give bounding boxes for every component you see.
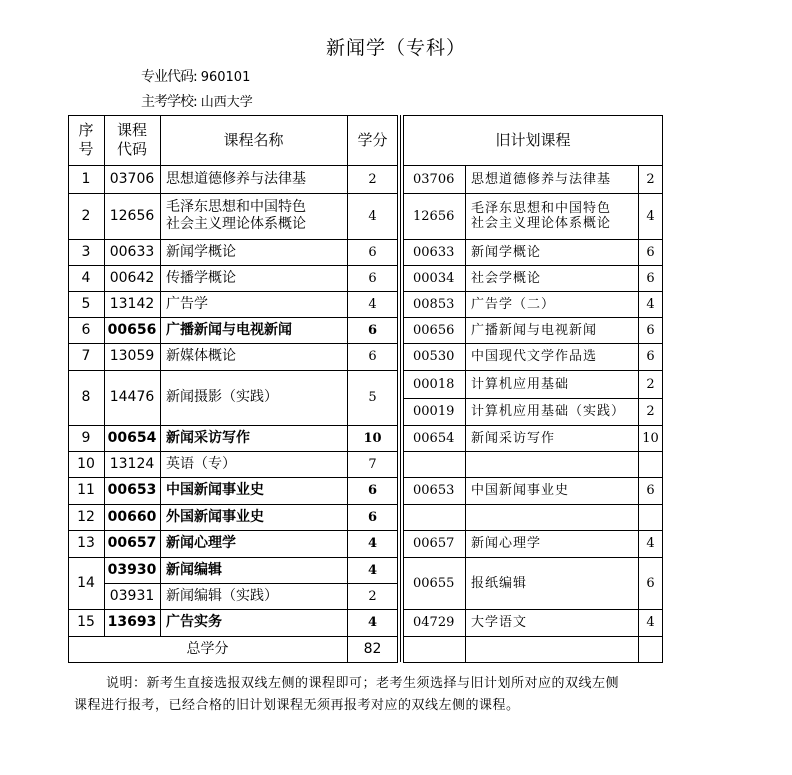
school-label: 主考学校:	[141, 94, 197, 110]
credit-cell: 6	[367, 483, 378, 498]
old-course-name-cell	[465, 451, 638, 477]
course-name-line: 社会主义理论体系概论	[166, 216, 306, 232]
course-code-cell: 03931	[109, 587, 155, 604]
course-name-cell: 新闻编辑（实践）	[166, 587, 278, 604]
old-course-name-cell	[465, 636, 638, 662]
credit-cell: 2	[368, 171, 377, 187]
credit-cell: 6	[368, 349, 377, 364]
seq-cell: 5	[81, 295, 91, 312]
old-credit-cell: 10	[642, 430, 659, 446]
old-credit-cell: 2	[646, 171, 655, 187]
credit-cell: 4	[368, 296, 377, 312]
school-value: 山西大学	[200, 95, 253, 110]
course-name-cell: 新闻心理学	[166, 535, 236, 551]
credit-cell: 6	[367, 509, 378, 525]
old-course-code-cell: 04729	[413, 615, 455, 630]
old-credit-cell: 6	[646, 575, 655, 591]
course-name-cell: 广播新闻与电视新闻	[166, 321, 292, 338]
old-credit-cell: 4	[646, 615, 655, 630]
old-course-name-cell: 社会学概论	[471, 270, 542, 286]
major-code-row	[141, 66, 250, 86]
old-credit-cell: 6	[646, 270, 655, 286]
old-course-code-cell: 12656	[413, 208, 455, 224]
old-credit-cell: 4	[646, 296, 655, 312]
header-name: 课程名称	[223, 130, 284, 149]
seq-cell: 6	[81, 321, 91, 338]
header-old-plan: 旧计划课程	[495, 130, 571, 149]
old-course-code-cell: 00654	[413, 430, 455, 446]
seq-cell: 1	[81, 170, 91, 187]
seq-cell: 13	[77, 535, 95, 551]
old-course-name-line: 毛泽东思想和中国特色	[471, 201, 612, 216]
note-line-1: 说明：新考生直接选报双线左侧的课程即可；老考生须选择与旧计划所对应的双线左侧	[106, 676, 620, 691]
course-code-cell: 13124	[109, 455, 155, 472]
old-course-name-cell: 中国新闻事业史	[471, 483, 570, 498]
old-course-name-cell: 报纸编辑	[471, 575, 528, 591]
course-code-cell: 13142	[109, 295, 155, 312]
old-course-code-cell	[403, 504, 465, 530]
old-course-name-cell: 新闻采访写作	[471, 430, 556, 446]
course-code-cell: 14476	[109, 389, 155, 405]
course-name-cell: 广告实务	[166, 614, 222, 630]
credit-cell: 6	[368, 244, 377, 260]
credit-cell: 2	[368, 588, 377, 604]
credit-cell: 4	[368, 208, 377, 224]
seq-cell: 15	[77, 614, 95, 630]
old-course-name-cell	[465, 504, 638, 530]
old-course-code-cell	[403, 451, 465, 477]
old-credit-cell: 6	[646, 244, 655, 260]
course-code-cell: 00656	[107, 321, 157, 338]
credit-cell: 4	[367, 536, 378, 551]
credit-cell: 6	[367, 322, 378, 338]
course-code-cell: 13059	[109, 348, 155, 364]
course-code-cell: 03706	[109, 170, 155, 187]
old-course-name-cell: 广告学（二）	[471, 296, 556, 312]
course-code-cell: 00654	[107, 429, 157, 446]
course-name-cell: 外国新闻事业史	[166, 508, 264, 525]
total-label: 总学分	[186, 640, 229, 657]
old-course-name-cell: 新闻心理学	[471, 536, 542, 551]
header-code: 课程代码	[116, 121, 147, 158]
header-credit: 学分	[357, 130, 388, 149]
old-course-code-cell: 03706	[413, 171, 455, 187]
total-credit: 82	[363, 640, 382, 657]
seq-cell: 9	[81, 429, 91, 446]
old-credit-cell: 6	[646, 483, 655, 498]
old-course-name-cell: 计算机应用基础	[471, 376, 570, 392]
old-credit-cell	[638, 504, 663, 530]
old-course-name-line: 社会主义理论体系概论	[471, 216, 612, 231]
course-code-cell: 00653	[107, 482, 157, 498]
credit-cell: 7	[368, 456, 377, 472]
course-code-cell: 12656	[109, 207, 155, 224]
old-credit-cell: 2	[646, 376, 655, 392]
credit-cell: 4	[367, 615, 378, 630]
course-code-cell: 00642	[109, 269, 155, 286]
old-course-name-cell: 计算机应用基础（实践）	[471, 404, 626, 419]
credit-cell: 5	[368, 390, 377, 405]
seq-cell: 12	[77, 508, 95, 525]
old-course-name-cell: 大学语文	[471, 615, 528, 630]
course-code-cell: 00660	[107, 508, 157, 525]
header-seq: 序号	[78, 121, 94, 158]
old-credit-cell: 4	[646, 536, 655, 551]
credit-cell: 4	[367, 562, 378, 578]
old-course-code-cell: 00018	[413, 376, 455, 392]
school-row	[141, 91, 253, 111]
course-name-cell: 广告学	[166, 295, 208, 312]
course-name-cell: 新媒体概论	[166, 348, 236, 364]
old-course-code-cell: 00653	[413, 483, 455, 498]
seq-cell: 8	[81, 389, 91, 405]
old-course-name-cell	[465, 193, 638, 239]
course-name-cell: 新闻编辑	[166, 561, 222, 578]
old-course-code-cell: 00633	[413, 244, 455, 260]
course-name-cell: 新闻采访写作	[166, 429, 250, 446]
seq-cell: 4	[81, 269, 91, 286]
old-credit-cell: 4	[646, 208, 655, 224]
seq-cell: 14	[77, 574, 95, 591]
course-name-line: 毛泽东思想和中国特色	[166, 199, 306, 215]
old-course-name-cell: 中国现代文学作品选	[471, 349, 598, 364]
old-course-code-cell	[403, 636, 465, 662]
old-course-code-cell: 00019	[413, 404, 455, 419]
old-course-code-cell: 00853	[413, 296, 455, 312]
seq-cell: 7	[81, 348, 91, 364]
credit-cell: 10	[363, 430, 382, 446]
course-name-cell: 新闻摄影（实践）	[166, 389, 278, 405]
course-code-cell: 03930	[107, 561, 157, 578]
course-code-cell: 13693	[107, 614, 157, 630]
page-title: 新闻学（专科）	[325, 37, 466, 59]
course-code-cell: 00633	[109, 243, 155, 260]
old-course-code-cell: 00530	[413, 349, 455, 364]
old-course-code-cell: 00656	[413, 322, 455, 338]
seq-cell: 2	[81, 207, 91, 224]
course-name-cell: 传播学概论	[166, 269, 236, 286]
seq-cell: 3	[81, 243, 91, 260]
old-credit-cell	[638, 636, 663, 662]
old-credit-cell: 6	[646, 349, 655, 364]
old-credit-cell: 6	[646, 322, 655, 338]
old-course-name-cell: 新闻学概论	[471, 244, 542, 260]
note-line-2: 课程进行报考，已经合格的旧计划课程无须再报考对应的双线左侧的课程。	[74, 698, 520, 713]
course-name-cell: 新闻学概论	[166, 243, 236, 260]
major-code-value: 960101	[200, 70, 251, 85]
note	[76, 673, 726, 717]
course-name-cell: 中国新闻事业史	[166, 482, 264, 498]
major-code-label: 专业代码:	[141, 69, 197, 85]
old-course-name-cell: 思想道德修养与法律基	[471, 171, 612, 187]
course-name-cell: 英语（专）	[166, 455, 236, 472]
seq-cell: 10	[77, 455, 95, 472]
credit-cell: 6	[368, 270, 377, 286]
course-name-cell	[160, 193, 353, 239]
seq-cell: 11	[77, 482, 95, 498]
old-course-name-cell: 广播新闻与电视新闻	[471, 322, 598, 338]
old-course-code-cell: 00034	[413, 270, 455, 286]
old-course-code-cell: 00657	[413, 536, 455, 551]
old-credit-cell: 2	[646, 404, 655, 419]
old-course-code-cell: 00655	[413, 575, 455, 591]
old-credit-cell	[638, 451, 663, 477]
course-code-cell: 00657	[107, 535, 157, 551]
course-name-cell: 思想道德修养与法律基	[166, 170, 306, 187]
